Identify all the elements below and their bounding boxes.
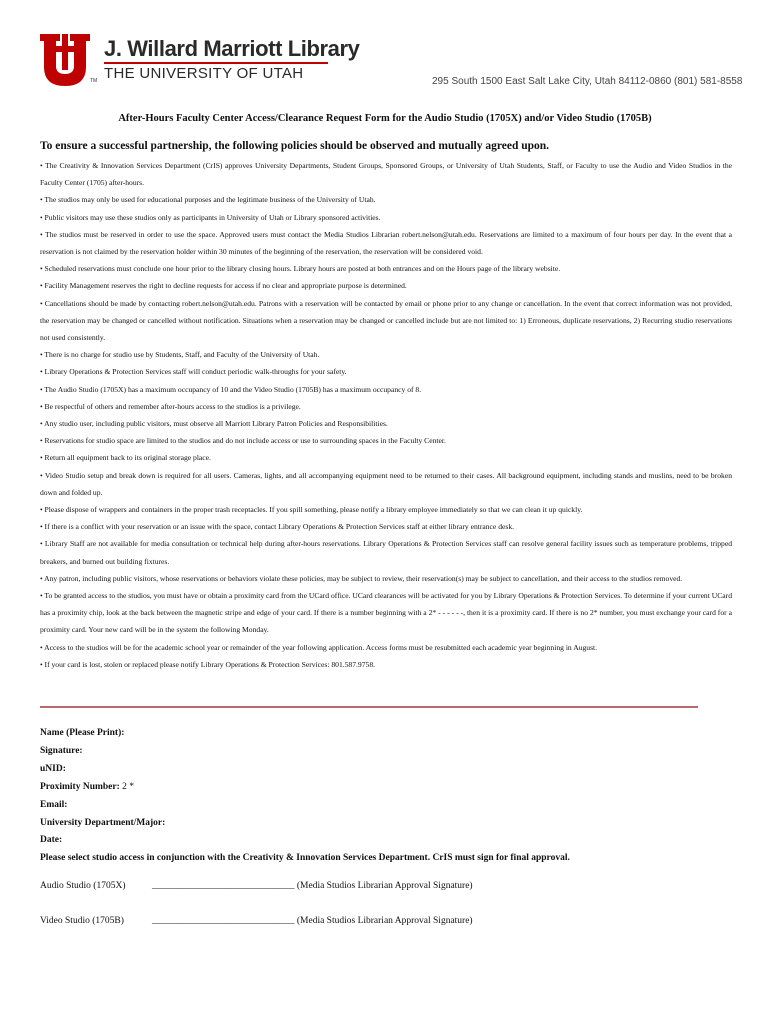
policy-item: • The studios may only be used for educational purposes and the legitimate business of the University of Utah. bbox=[40, 195, 376, 205]
proximity-label: Proximity Number: bbox=[40, 781, 120, 792]
policy-item: • Video Studio setup and break down is required for all users. Cameras, lights, and all accompanying equipment need to be returned to their cases. All background equipment, including stands and muslins, need to be broken down and folded up. bbox=[40, 470, 732, 497]
library-name: J. Willard Marriott Library bbox=[104, 36, 360, 61]
date-field[interactable] bbox=[40, 832, 570, 850]
policy-item: • Library Operations & Protection Services staff will conduct periodic walk-throughs for your safety. bbox=[40, 367, 347, 377]
university-u-logo-icon bbox=[40, 34, 90, 86]
date-label: Date: bbox=[40, 835, 63, 846]
form-intro: To ensure a successful partnership, the following policies should be observed and mutually agreed upon. bbox=[40, 140, 550, 152]
name-field[interactable] bbox=[40, 725, 570, 743]
policy-item: • If your card is lost, stolen or replaced please notify Library Operations & Protection Services: 801.587.9758. bbox=[40, 659, 376, 669]
audio-approval-note: (Media Studios Librarian Approval Signature) bbox=[296, 881, 473, 891]
policy-item: • To be granted access to the studios, you must have or obtain a proximity card from the UCard office. UCard clearances will be activated for you by Library Operations & Protection Services. To determine if your current UCard has a proximity chip, look at the back between the magnetic stripe and edge of your card. If there is a number beginning with a 2* - - - - - -, then it is a proximity card. If there is no 2* number, you must exchange your card for a proximity card. Your new card will be in the system the following Monday. bbox=[40, 591, 732, 635]
video-approval-note: (Media Studios Librarian Approval Signature) bbox=[296, 916, 473, 926]
policy-item: • The Audio Studio (1705X) has a maximum occupancy of 10 and the Video Studio (1705B) has a maximum occupancy of 8. bbox=[40, 384, 422, 394]
header-rule bbox=[104, 62, 328, 64]
signature-field[interactable] bbox=[40, 743, 570, 761]
policy-item: • Library Staff are not available for media consultation or technical help during after-hours reservations. Library Operations & Protection Services staff can resolve general facility issues such as temperature problems, tripped breakers, and burned out building fixtures. bbox=[40, 539, 732, 566]
policy-item: • Public visitors may use these studios only as participants in University of Utah or Library sponsored activities. bbox=[40, 212, 381, 222]
proximity-field[interactable] bbox=[40, 779, 570, 797]
university-name: THE UNIVERSITY OF UTAH bbox=[104, 65, 304, 82]
policy-item: • The Creativity & Innovation Services Department (CrIS) approves University Departments, Student Groups, Sponsored Groups, or University of Utah Students, Staff, or Faculty to use the Audio and Video Studios in the Faculty Center (1705) after-hours. bbox=[40, 161, 732, 188]
section-divider bbox=[40, 706, 698, 708]
policy-item: • Cancellations should be made by contacting robert.nelson@utah.edu. Patrons with a reservation will be contacted by email or phone prior to any change or cancellation. In the event that correct information was not provided, the reservation may be changed or cancelled without notification. Situations when a reservation may be changed or cancelled include but are not limited to: 1) Erroneous, duplicate reservations, 2) Recurring studio reservations not used consistently. bbox=[40, 298, 732, 343]
policy-item: • Return all equipment back to its original storage place. bbox=[40, 453, 211, 463]
name-label: Name (Please Print): bbox=[40, 728, 125, 738]
proximity-value: 2 * bbox=[122, 781, 135, 792]
unid-label: uNID: bbox=[40, 763, 66, 774]
policy-item: • Any studio user, including public visitors, must observe all Marriott Library Patron Policies and Responsibilities. bbox=[40, 419, 388, 429]
department-label: University Department/Major: bbox=[40, 817, 166, 828]
policy-list bbox=[40, 157, 732, 673]
applicant-fields bbox=[40, 725, 570, 868]
policy-item: • Please dispose of wrappers and containers in the proper trash receptacles. If you spill something, please notify a library employee immediately so that we can clean it up quickly. bbox=[40, 505, 583, 515]
unid-field[interactable] bbox=[40, 761, 570, 779]
policy-item: • There is no charge for studio use by Students, Staff, and Faculty of the University of Utah. bbox=[40, 350, 320, 360]
policy-item: • Access to the studios will be for the academic school year or remainder of the year following application. Access forms must be resubmitted each academic year beginning in August. bbox=[40, 642, 598, 652]
policy-item: • Reservations for studio space are limited to the studios and do not include access or use to surrounding spaces in the Faculty Center. bbox=[40, 436, 446, 446]
department-field[interactable] bbox=[40, 815, 570, 833]
approval-instruction: Please select studio access in conjunction with the Creativity & Innovation Services Department. CrIS must sign for final approval. bbox=[40, 853, 570, 864]
library-address: 295 South 1500 East Salt Lake City, Utah 84112-0860 (801) 581-8558 bbox=[432, 76, 743, 87]
video-studio-approval[interactable] bbox=[40, 916, 473, 926]
policy-item: • If there is a conflict with your reservation or an issue with the space, contact Library Operations & Protection Services staff at either library entrance desk. bbox=[40, 522, 515, 532]
policy-item: • Facility Management reserves the right to decline requests for access if no clear and appropriate purpose is determined. bbox=[40, 281, 407, 291]
trademark-mark: TM bbox=[90, 78, 98, 84]
video-studio-label: Video Studio (1705B) bbox=[40, 916, 124, 926]
email-label: Email: bbox=[40, 799, 68, 810]
form-title: After-Hours Faculty Center Access/Clearance Request Form for the Audio Studio (1705X) and/or Video Studio (1705B) bbox=[118, 113, 652, 124]
audio-studio-label: Audio Studio (1705X) bbox=[40, 881, 126, 891]
audio-signature-line[interactable]: ______________________________ bbox=[152, 881, 295, 891]
email-field[interactable] bbox=[40, 797, 570, 815]
policy-item: • The studios must be reserved in order to use the space. Approved users must contact the Media Studios Librarian robert.nelson@utah.edu. Reservations are limited to a maximum of four hours per day. In the event that a reservation is not claimed by the reservation holder within 30 minutes of the beginning of the reservation, the reservation will be considered void. bbox=[40, 229, 732, 257]
signature-label: Signature: bbox=[40, 745, 83, 756]
policy-item: • Be respectful of others and remember after-hours access to the studios is a privilege. bbox=[40, 401, 301, 411]
policy-item: • Any patron, including public visitors, whose reservations or behaviors violate these policies, may be subject to review, their reservation(s) may be subject to cancellation, and their access to the studios removed. bbox=[40, 573, 683, 583]
policy-item: • Scheduled reservations must conclude one hour prior to the library closing hours. Library hours are posted at both entrances and on the Hours page of the library website. bbox=[40, 264, 561, 274]
audio-studio-approval[interactable] bbox=[40, 881, 473, 891]
video-signature-line[interactable]: ______________________________ bbox=[152, 916, 295, 926]
